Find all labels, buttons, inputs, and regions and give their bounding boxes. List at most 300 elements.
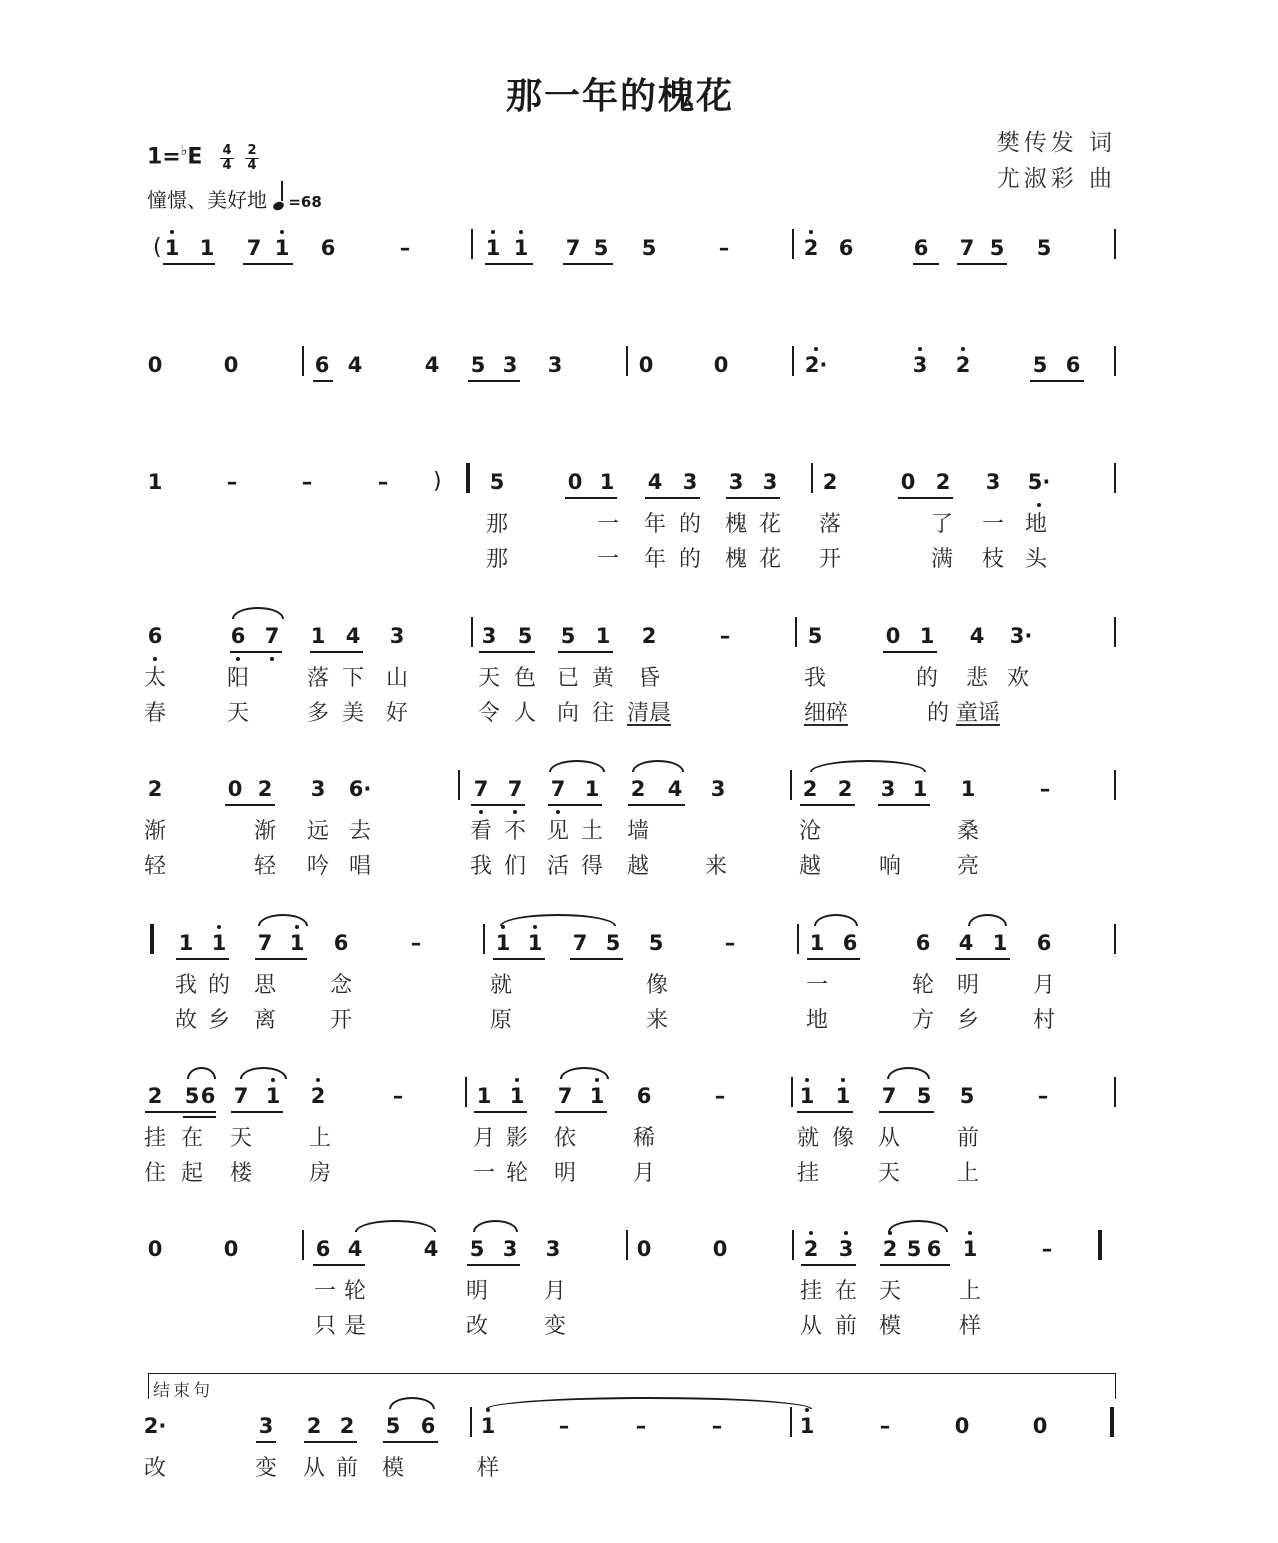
- beam-line: [255, 958, 307, 960]
- barline: [302, 1230, 304, 1260]
- slur-arc: [500, 914, 616, 926]
- note: 0: [147, 1237, 163, 1261]
- lyric-verse-2: 起: [180, 1161, 204, 1186]
- lyric-verse-1: 黄: [591, 666, 615, 691]
- repeat-barline: [1110, 1407, 1114, 1437]
- lyric-verse-1: 一: [596, 512, 620, 537]
- lyric-verse-1: 在: [834, 1279, 858, 1304]
- lyric-verse-2: 来: [704, 854, 728, 879]
- note: 2: [803, 1237, 819, 1261]
- note: 3: [481, 624, 497, 648]
- score-system-4: [0, 623, 1278, 726]
- score-system-9: [0, 1413, 1278, 1481]
- lyric-verse-2: 往: [591, 701, 615, 726]
- barline: [1114, 924, 1116, 954]
- note: 6: [147, 624, 163, 648]
- note: 7: [557, 1084, 573, 1108]
- lyric-verse-1: 依: [553, 1126, 577, 1151]
- note: 1: [211, 931, 227, 955]
- beam-line: [479, 651, 535, 653]
- lyric-verse-2: 那: [485, 547, 509, 572]
- barline: [795, 617, 797, 647]
- note: 3: [547, 353, 563, 377]
- note: 6: [320, 236, 336, 260]
- note: 0: [638, 353, 654, 377]
- note: 0: [1032, 1414, 1048, 1438]
- bracket-mark: (: [153, 235, 162, 260]
- lyric-verse-1: 悲: [965, 666, 989, 691]
- beam-line: [176, 958, 229, 960]
- lyric-verse-2: 响: [878, 854, 902, 879]
- beam-line: [231, 1111, 283, 1113]
- octave-dot-low: [270, 657, 274, 661]
- barline: [626, 346, 628, 376]
- octave-dot-high: [918, 347, 922, 351]
- beam-line: [797, 1111, 853, 1113]
- note: 2: [306, 1414, 322, 1438]
- barline: [1114, 1077, 1116, 1107]
- lyric-verse-1: 月: [472, 1126, 496, 1151]
- lyric-verse-2: 美: [341, 701, 365, 726]
- lyric-verse-1: 前: [335, 1456, 359, 1481]
- octave-dot-high: [841, 1078, 845, 1082]
- lyric-verse-2: 故: [174, 1008, 198, 1033]
- note: 1: [476, 1084, 492, 1108]
- lyric-verse-1: 去: [348, 819, 372, 844]
- octave-dot-high: [805, 1078, 809, 1082]
- lyric-verse-2: 模: [878, 1314, 902, 1339]
- beam-line: [570, 958, 623, 960]
- lyric-verse-1: 样: [476, 1456, 500, 1481]
- note: –: [301, 470, 313, 494]
- note: 4: [347, 1237, 363, 1261]
- barline: [1114, 770, 1116, 800]
- slur-arc: [187, 1067, 216, 1079]
- slur-arc: [632, 760, 684, 772]
- barline: [797, 924, 799, 954]
- barline: [1114, 617, 1116, 647]
- score-system-6: [0, 930, 1278, 1033]
- note: 3: [310, 777, 326, 801]
- note: 2: [837, 777, 853, 801]
- note: 6: [314, 353, 330, 377]
- coda-bracket: [148, 1373, 1116, 1399]
- lyric-verse-1: 明: [465, 1279, 489, 1304]
- lyric-verse-1: 我: [174, 973, 198, 998]
- lyric-verse-1: 念: [329, 973, 353, 998]
- lyric-verse-1: 昏: [637, 666, 661, 691]
- beam-line: [956, 958, 1010, 960]
- slur-arc: [549, 760, 605, 772]
- beam-line: [801, 1264, 856, 1266]
- barline: [483, 924, 485, 954]
- note: 6: [230, 624, 246, 648]
- lyric-verse-1: 渐: [253, 819, 277, 844]
- lyric-verse-1: 变: [254, 1456, 278, 1481]
- beam-line: [726, 497, 780, 499]
- lyric-verse-1: 太: [143, 666, 167, 691]
- lyric-verse-2: 得: [580, 854, 604, 879]
- lyric-verse-1: 改: [143, 1456, 167, 1481]
- beam-line: [800, 804, 855, 806]
- lyric-verse-1: 一: [805, 973, 829, 998]
- note: 7: [572, 931, 588, 955]
- lyric-verse-2: 天: [226, 701, 250, 726]
- note: 6: [913, 236, 929, 260]
- lyric-verse-1: 影: [505, 1126, 529, 1151]
- note: 2: [147, 1084, 163, 1108]
- octave-dot-high: [814, 347, 818, 351]
- note: 5: [184, 1084, 200, 1108]
- barline: [1114, 229, 1116, 259]
- lyric-verse-2: 多: [306, 701, 330, 726]
- slur-arc: [560, 1067, 609, 1079]
- beam-line: [548, 804, 602, 806]
- lyric-verse-1: 渐: [143, 819, 167, 844]
- beam-line: [243, 263, 293, 265]
- octave-dot-high: [280, 230, 284, 234]
- lyric-verse-1: 稀: [632, 1126, 656, 1151]
- note: 5: [593, 236, 609, 260]
- beam-line: [468, 380, 520, 382]
- lyric-verse-2: 村: [1032, 1008, 1056, 1033]
- note: 1: [485, 236, 501, 260]
- beam-line: [313, 380, 333, 382]
- barline: [792, 1230, 794, 1260]
- note: 2·: [804, 353, 828, 377]
- beam-line: [485, 263, 533, 265]
- note: 7: [550, 777, 566, 801]
- lyric-verse-2: 满: [930, 547, 954, 572]
- note: 2·: [143, 1414, 167, 1438]
- note: –: [879, 1414, 891, 1438]
- lyric-verse-2: 春: [143, 701, 167, 726]
- bracket-mark: ): [433, 469, 442, 494]
- lyric-verse-2: 的: [926, 701, 950, 726]
- note: 2: [310, 1084, 326, 1108]
- barline: [791, 1077, 793, 1107]
- beam-line: [304, 1441, 357, 1443]
- octave-dot-high: [519, 230, 523, 234]
- lyric-verse-2: 来: [645, 1008, 669, 1033]
- lyric-verse-2: 挂: [796, 1161, 820, 1186]
- lyric-verse-2: 令: [477, 701, 501, 726]
- note: 7: [959, 236, 975, 260]
- lyric-verse-1: 色: [513, 666, 537, 691]
- note: –: [410, 931, 422, 955]
- lyric-verse-1: 沧: [798, 819, 822, 844]
- note: 5: [807, 624, 823, 648]
- lyric-verse-2: 轮: [505, 1161, 529, 1186]
- lyric-verse-1: 我: [803, 666, 827, 691]
- octave-dot-high: [844, 1231, 848, 1235]
- note: 1: [962, 1237, 978, 1261]
- octave-dot-high: [217, 925, 221, 929]
- note: 3: [502, 353, 518, 377]
- note: 1: [835, 1084, 851, 1108]
- note: 2: [803, 236, 819, 260]
- lyric-verse-2: 越: [626, 854, 650, 879]
- lyric-verse-2: 楼: [229, 1161, 253, 1186]
- lyric-verse-1: 了: [930, 512, 954, 537]
- note: 6: [1036, 931, 1052, 955]
- key-signature: 1=♭E: [147, 143, 203, 170]
- beam-line: [474, 1111, 527, 1113]
- note: 5: [916, 1084, 932, 1108]
- beam-line: [904, 1264, 950, 1266]
- note: 6: [1065, 353, 1081, 377]
- note: –: [1041, 1237, 1053, 1261]
- lyric-verse-2: 变: [543, 1314, 567, 1339]
- barline: [302, 346, 304, 376]
- repeat-barline: [466, 463, 470, 493]
- lyric-verse-2: 枝: [981, 547, 1005, 572]
- beam-line: [145, 1111, 216, 1113]
- lyric-verse-2: 亮: [956, 854, 980, 879]
- beam-line: [313, 1264, 365, 1266]
- lyric-verse-1: 天: [229, 1126, 253, 1151]
- octave-dot-high: [316, 1078, 320, 1082]
- slur-arc: [258, 914, 308, 926]
- tempo-marking: 憧憬、美好地 =68: [147, 184, 322, 213]
- lyric-verse-2: 样: [958, 1314, 982, 1339]
- lyric-verse-1: 花: [758, 512, 782, 537]
- note: 5: [648, 931, 664, 955]
- barline: [465, 1077, 467, 1107]
- beam-line: [628, 804, 685, 806]
- lyric-verse-2: 活: [546, 854, 570, 879]
- lyric-verse-2: 上: [956, 1161, 980, 1186]
- note: –: [399, 236, 411, 260]
- note: 4: [969, 624, 985, 648]
- slur-arc: [240, 1067, 287, 1079]
- lyric-verse-1: 从: [302, 1456, 326, 1481]
- note: 7: [881, 1084, 897, 1108]
- lyric-verse-1: 那: [485, 512, 509, 537]
- lyric-verse-1: 不: [503, 819, 527, 844]
- slur-arc: [232, 607, 284, 619]
- barline: [811, 463, 813, 493]
- lyric-verse-1: 远: [306, 819, 330, 844]
- note: 2: [339, 1414, 355, 1438]
- note: 4: [345, 624, 361, 648]
- note: 3: [880, 777, 896, 801]
- note: 2: [147, 777, 163, 801]
- lyric-verse-1: 模: [381, 1456, 405, 1481]
- score-system-8: [0, 1236, 1278, 1339]
- coda-label: 结束句: [153, 1381, 213, 1401]
- note: 6: [420, 1414, 436, 1438]
- note: 0: [712, 1237, 728, 1261]
- note: 1: [178, 931, 194, 955]
- lyric-verse-1: 地: [1024, 512, 1048, 537]
- beam-line: [957, 263, 1007, 265]
- quarter-note-icon: [272, 200, 285, 211]
- lyric-verse-1: 上: [958, 1279, 982, 1304]
- note: 4: [647, 470, 663, 494]
- note: 1: [919, 624, 935, 648]
- lyric-verse-2: 的: [678, 547, 702, 572]
- beam-line: [879, 1111, 934, 1113]
- note: 2: [935, 470, 951, 494]
- beam-line: [310, 651, 363, 653]
- note: 1: [480, 1414, 496, 1438]
- note: 5: [385, 1414, 401, 1438]
- barline: [626, 1230, 628, 1260]
- lyric-verse-2: 槐: [724, 547, 748, 572]
- lyric-verse-2: 向: [556, 701, 580, 726]
- note: 1: [960, 777, 976, 801]
- octave-dot-high: [170, 230, 174, 234]
- note: 4: [424, 353, 440, 377]
- score-system-3: [0, 469, 1278, 572]
- barline: [471, 229, 473, 259]
- note: 3: [710, 777, 726, 801]
- note: 6: [333, 931, 349, 955]
- lyric-verse-2: 房: [308, 1161, 332, 1186]
- lyric-verse-2: 头: [1024, 547, 1048, 572]
- score-system-2: [0, 352, 1278, 412]
- lyric-verse-1: 墙: [626, 819, 650, 844]
- note: –: [635, 1414, 647, 1438]
- note: 1: [265, 1084, 281, 1108]
- lyric-verse-1: 一: [981, 512, 1005, 537]
- lyric-verse-1: 欢: [1006, 666, 1030, 691]
- lyric-verse-2: 细碎: [803, 701, 849, 726]
- lyric-verse-2: 原: [489, 1008, 513, 1033]
- lyric-verse-1: 轮: [911, 973, 935, 998]
- note: –: [719, 624, 731, 648]
- repeat-barline: [1098, 1230, 1102, 1260]
- note: 5: [1032, 353, 1048, 377]
- octave-dot-high: [809, 1231, 813, 1235]
- note: 0: [954, 1414, 970, 1438]
- octave-dot-high: [515, 1078, 519, 1082]
- note: 5: [605, 931, 621, 955]
- lyric-verse-2: 月: [632, 1161, 656, 1186]
- composer-credit: 尤淑彩 曲: [996, 166, 1116, 192]
- lyric-verse-2: 轻: [253, 854, 277, 879]
- lyric-verse-2: 方: [911, 1008, 935, 1033]
- note: 0: [223, 1237, 239, 1261]
- note: 5: [470, 353, 486, 377]
- note: 5: [469, 1237, 485, 1261]
- note: 1: [310, 624, 326, 648]
- note: 5·: [1027, 470, 1051, 494]
- lyric-verse-1: 就: [489, 973, 513, 998]
- note: 2: [630, 777, 646, 801]
- lyric-verse-1: 轮: [343, 1279, 367, 1304]
- beam-line: [563, 263, 613, 265]
- lyric-verse-1: 天: [477, 666, 501, 691]
- lyric-verse-1: 的: [678, 512, 702, 537]
- lyric-verse-2: 开: [329, 1008, 353, 1033]
- beam-line: [558, 651, 613, 653]
- lyric-verse-2: 从: [799, 1314, 823, 1339]
- lyric-verse-1: 前: [956, 1126, 980, 1151]
- beam-line: [565, 497, 617, 499]
- note: –: [718, 236, 730, 260]
- note: 2: [822, 470, 838, 494]
- note: 3: [545, 1237, 561, 1261]
- lyric-verse-2: 一: [596, 547, 620, 572]
- beam-line: [883, 651, 937, 653]
- time-signature-2-4: 2 4: [243, 145, 261, 172]
- lyric-verse-1: 的: [915, 666, 939, 691]
- lyric-verse-2: 离: [253, 1008, 277, 1033]
- lyric-verse-1: 的: [207, 973, 231, 998]
- lyric-verse-2: 是: [343, 1314, 367, 1339]
- note: 1: [527, 931, 543, 955]
- note: 6·: [348, 777, 372, 801]
- lyric-verse-1: 落: [818, 512, 842, 537]
- barline: [792, 346, 794, 376]
- note: 3: [258, 1414, 274, 1438]
- octave-dot-high: [809, 230, 813, 234]
- note: 5: [1036, 236, 1052, 260]
- note: 1: [147, 470, 163, 494]
- note: 1: [289, 931, 305, 955]
- lyric-verse-2: 明: [553, 1161, 577, 1186]
- beam-line: [493, 958, 545, 960]
- note: 2: [802, 777, 818, 801]
- lyric-verse-1: 上: [308, 1126, 332, 1151]
- note: 7: [233, 1084, 249, 1108]
- beam-line: [645, 497, 700, 499]
- note: 1: [199, 236, 215, 260]
- lyric-verse-2: 我: [469, 854, 493, 879]
- note: 0: [885, 624, 901, 648]
- score-system-7: [0, 1083, 1278, 1186]
- lyric-verse-1: 落: [306, 666, 330, 691]
- slur-arc: [814, 914, 858, 926]
- lyric-verse-1: 天: [878, 1279, 902, 1304]
- note: 5: [560, 624, 576, 648]
- time-signature-4-4: 4 4: [218, 145, 236, 172]
- lyric-verse-1: 下: [341, 666, 365, 691]
- lyric-verse-1: 一: [313, 1279, 337, 1304]
- lyric-verse-2: 吟: [306, 854, 330, 879]
- note: 3: [728, 470, 744, 494]
- repeat-barline: [150, 924, 154, 954]
- lyric-verse-1: 看: [469, 819, 493, 844]
- note: 3: [682, 470, 698, 494]
- note: 6: [915, 931, 931, 955]
- note: 5: [989, 236, 1005, 260]
- lyric-verse-1: 阳: [226, 666, 250, 691]
- note: 1: [912, 777, 928, 801]
- octave-dot-high: [961, 347, 965, 351]
- note: 7: [257, 931, 273, 955]
- lyric-verse-2: 越: [798, 854, 822, 879]
- lyric-verse-2: 住: [143, 1161, 167, 1186]
- lyric-verse-2: 地: [805, 1008, 829, 1033]
- note: 0: [900, 470, 916, 494]
- note: 5: [517, 624, 533, 648]
- note: 7: [507, 777, 523, 801]
- lyric-verse-1: 挂: [143, 1126, 167, 1151]
- beam-line: [183, 1116, 216, 1118]
- barline: [1114, 463, 1116, 493]
- note: 0: [636, 1237, 652, 1261]
- beam-line: [555, 1111, 607, 1113]
- octave-dot-high: [968, 1231, 972, 1235]
- note: 6: [200, 1084, 216, 1108]
- lyric-verse-1: 见: [546, 819, 570, 844]
- note: 6: [838, 236, 854, 260]
- lyric-verse-1: 槐: [724, 512, 748, 537]
- note: 7: [264, 624, 280, 648]
